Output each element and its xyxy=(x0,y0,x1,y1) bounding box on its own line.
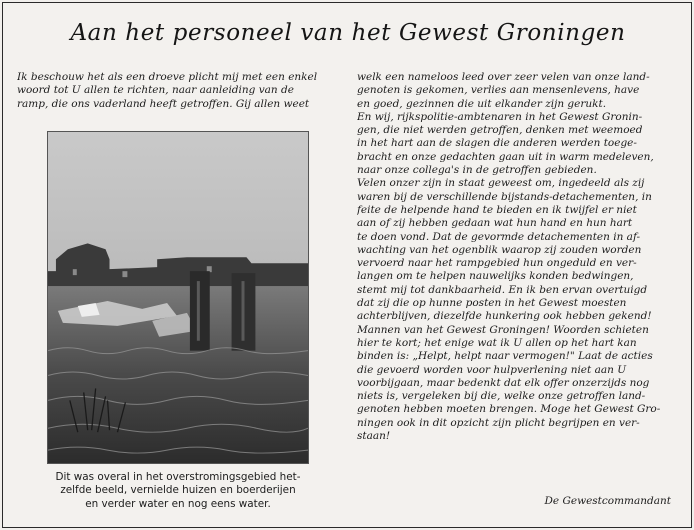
text-line: bracht en onze gedachten gaan uit in warm medeleven, xyxy=(357,150,654,163)
text-line: niets is, vergeleken bij die, welke onze getroffen land- xyxy=(357,390,646,403)
text-line: En wij, rijkspolitie-ambtenaren in het Gewest Gronin- xyxy=(357,110,643,123)
text-line: Ik beschouw het als een droeve plicht mij met een enkel xyxy=(17,71,318,83)
caption-line: zelfde beeld, vernielde huizen en boerderijen xyxy=(60,484,296,497)
text-line: wachting van het ogenblik waarop zij zouden worden xyxy=(357,243,642,256)
text-line: voorbijgaan, maar bedenkt dat elk offer onzerzijds nog xyxy=(357,376,650,389)
caption-line: Dit was overal in het overstromingsgebied het- xyxy=(55,471,301,483)
right-column xyxy=(357,71,679,443)
text-line: feite de helpende hand te bieden en ik twijfel er niet xyxy=(357,203,637,216)
right-paragraph xyxy=(357,71,679,443)
text-line: en goed, gezinnen die uit elkander zijn gerukt. xyxy=(357,97,607,110)
text-line: staan! xyxy=(357,430,391,443)
text-line: gen, die niet werden getroffen, denken met weemoed xyxy=(357,124,643,137)
signature: De Gewestcommandant xyxy=(544,495,671,507)
text-line: Mannen van het Gewest Groningen! Woorden schieten xyxy=(357,323,649,336)
text-line: te doen vond. Dat de gevormde detachementen in af- xyxy=(357,230,641,243)
text-line: genoten hebben moeten brengen. Moge het Gewest Gro- xyxy=(357,403,661,416)
text-line: naar onze collega's in de getroffen gebieden. xyxy=(357,164,597,177)
text-line: stemt mij tot dankbaarheid. En ik ben ervan overtuigd xyxy=(357,283,648,296)
text-line: in het hart aan de slagen die anderen werden toege- xyxy=(357,137,637,150)
text-line: langen om te helpen nauwelijks konden bedwingen, xyxy=(357,270,634,283)
document-page xyxy=(2,2,692,528)
text-line: woord tot U allen te richten, naar aanleiding van de xyxy=(17,84,294,97)
text-line: ramp, die ons vaderland heeft getroffen. Gij allen weet xyxy=(17,97,310,110)
left-column xyxy=(17,71,339,111)
page-title: Aan het personeel van het Gewest Groningen xyxy=(70,20,626,46)
text-line: welk een nameloos leed over zeer velen van onze land- xyxy=(357,71,650,83)
text-line: dat zij die op hunne posten in het Gewest moesten xyxy=(357,297,627,310)
text-line: genoten is gekomen, verlies aan mensenlevens, have xyxy=(357,84,640,97)
flood-photo xyxy=(47,131,309,464)
text-line: hier te kort; het enige wat ik U allen op het hart kan xyxy=(357,336,637,349)
text-line: waren bij de verschillende bijstands-detachementen, in xyxy=(357,190,652,203)
text-line: aan of zij hebben gedaan wat hun hand en hun hart xyxy=(357,217,633,230)
text-line: ningen ook in dit opzicht zijn plicht begrijpen en ver- xyxy=(357,416,640,429)
text-line: binden is: „Helpt, helpt naar vermogen!" Laat de acties xyxy=(357,350,653,363)
photo-caption xyxy=(43,471,313,511)
left-paragraph xyxy=(17,71,339,111)
caption-line: en verder water en nog eens water. xyxy=(85,497,271,510)
text-line: die gevoerd worden voor hulpverlening niet aan U xyxy=(357,363,627,376)
text-line: achterblijven, diezelfde hunkering ook hebben gekend! xyxy=(357,310,652,323)
text-line: vervoerd naar het rampgebied hun ongeduld en ver- xyxy=(357,257,637,270)
text-line: Velen onzer zijn in staat geweest om, ingedeeld als zij xyxy=(357,177,645,190)
flood-photo-icon xyxy=(48,132,308,463)
